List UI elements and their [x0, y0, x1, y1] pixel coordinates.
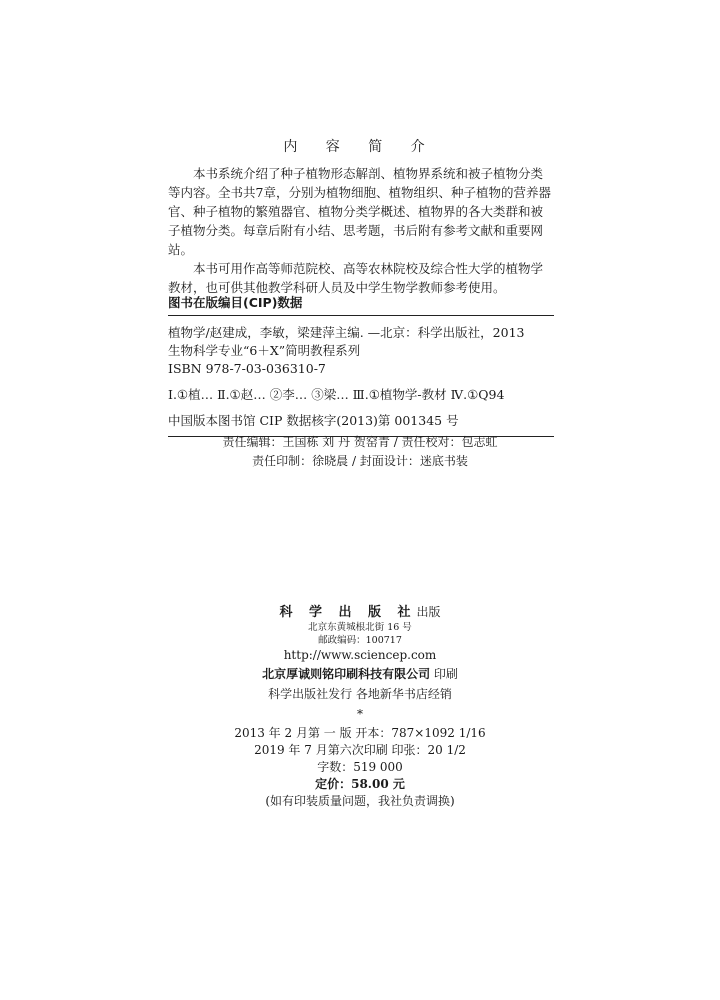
publisher-line [0, 604, 720, 621]
summary-paragraph-1: 本书系统介绍了种子植物形态解剖、植物界系统和被子植物分类等内容。全书共7章，分别为植物细胞、植物组织、种子植物的营养器官、种子植物的繁殖器官、植物分类学概述、植物界的各大类群和被子植物分类。每章后附有小结、思考题，书后附有参考文献和重要网站。 [168, 166, 551, 257]
page-title: 内 容 简 介 [283, 139, 437, 155]
distribution-line: 科学出版社发行 各地新华书店经销 [268, 687, 452, 701]
credits-line-production: 责任印制：徐晓晨 / 封面设计：迷底书装 [252, 454, 468, 468]
cip-line-title: 植物学/赵建成，李敏，梁建萍主编. —北京：科学出版社，2013 [168, 325, 525, 340]
publisher-block [0, 604, 720, 810]
publisher-logo-text: 科 学 出 版 社 [279, 605, 417, 620]
printing-line: 2019 年 7 月第六次印刷 印张：20 1/2 [254, 743, 466, 757]
publisher-postcode: 邮政编码：100717 [318, 635, 402, 646]
cip-heading: 图书在版编目(CIP)数据 [168, 293, 554, 316]
notice-line: (如有印装质量问题，我社负责调换) [265, 794, 455, 808]
cip-line-classification: Ⅰ.①植… Ⅱ.①赵… ②李… ③梁… Ⅲ.①植物学-教材 Ⅳ.①Q94 [168, 387, 505, 402]
printer-line [0, 666, 720, 683]
cip-block [168, 293, 554, 437]
cip-line-record: 中国版本图书馆 CIP 数据核字(2013)第 001345 号 [168, 413, 459, 428]
publisher-address: 北京东黄城根北街 16 号 [308, 622, 412, 633]
printer-suffix: 印刷 [433, 667, 458, 681]
cip-line-isbn: ISBN 978-7-03-036310-7 [168, 361, 326, 376]
publisher-url: http://www.sciencep.com [283, 648, 437, 662]
wordcount-line: 字数：519 000 [317, 760, 403, 774]
edition-line: 2013 年 2 月第 一 版 开本：787×1092 1/16 [234, 726, 486, 740]
summary-paragraph-2: 本书可用作高等师范院校、高等农林院校及综合性大学的植物学教材，也可供其他教学科研人员及中学生物学教师参考使用。 [168, 261, 544, 295]
publisher-suffix: 出版 [416, 605, 441, 619]
summary-section [168, 164, 554, 297]
cip-body [168, 324, 554, 430]
cip-line-series: 生物科学专业“6＋X”简明教程系列 [168, 343, 361, 358]
credits-line-editors: 责任编辑：王国栋 刘 丹 贺窑青 / 责任校对：包志虹 [222, 435, 498, 449]
credits-block [0, 433, 720, 471]
printer-name: 北京厚诚则铭印刷科技有限公司 [262, 667, 431, 681]
price-line: 定价：58.00 元 [315, 777, 405, 791]
separator-star: * [357, 707, 363, 721]
